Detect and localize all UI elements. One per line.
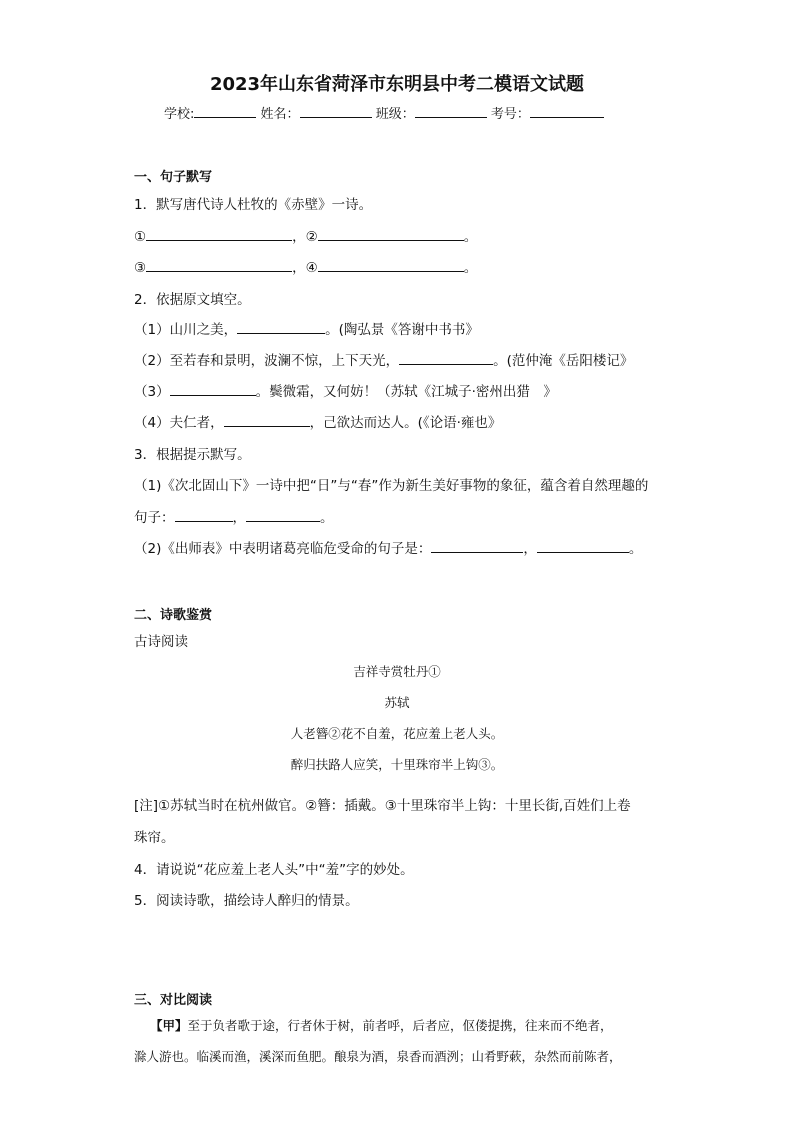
- q2-text: ，己欲达而达人。(《论语·雍也》: [309, 415, 502, 431]
- q3-item-1-line-2: [134, 506, 334, 526]
- punct: ，: [523, 541, 537, 557]
- poem-title: 吉祥寺赏牡丹①: [353, 664, 441, 679]
- q2-text: 。(范仲淹《岳阳楼记》: [493, 353, 634, 369]
- answer-blank-2[interactable]: [318, 228, 464, 241]
- poem-author: 苏轼: [384, 695, 410, 710]
- question-4: 4．请说说“花应羞上老人头”中“羞”字的妙处。: [134, 862, 414, 878]
- name-label: 姓名：: [260, 107, 300, 122]
- q1-row-2: [134, 256, 477, 276]
- poem-note-line-1: [注]①苏轼当时在杭州做官。②簪：插戴。③十里珠帘半上钩：十里长街,百姓们上卷: [134, 798, 631, 814]
- question-3: 3．根据提示默写。: [134, 447, 251, 463]
- question-5: 5．阅读诗歌，描绘诗人醉归的情景。: [134, 893, 359, 909]
- q2-item-3: [134, 380, 557, 400]
- punct: ，: [232, 510, 246, 526]
- section-heading-2: 二、诗歌鉴赏: [134, 608, 213, 623]
- q2-text: （2）至若春和景明，波澜不惊，上下天光，: [134, 353, 400, 369]
- punct: 。: [628, 541, 643, 557]
- q3-item-1-line-1: （1)《次北固山下》一诗中把“日”与“春”作为新生美好事物的象征，蕴含着自然理趣的: [134, 478, 649, 494]
- passage-tag: 【甲】: [150, 1018, 188, 1033]
- q2-text: （1）山川之美，: [134, 322, 238, 338]
- section-heading-3: 三、对比阅读: [134, 993, 213, 1008]
- class-label: 班级：: [375, 107, 415, 122]
- school-field[interactable]: [194, 105, 256, 118]
- student-info: [164, 103, 604, 122]
- number-label: 考号：: [490, 107, 530, 122]
- class-field[interactable]: [415, 105, 487, 118]
- punct: 。: [463, 229, 478, 245]
- q2-text: 。(陶弘景《答谢中书书》: [325, 322, 479, 338]
- answer-blank[interactable]: [246, 509, 320, 522]
- marker-1: ①: [134, 229, 147, 245]
- passage-line-1: [150, 1016, 613, 1034]
- answer-blank-3[interactable]: [146, 259, 292, 272]
- q2-item-1: [134, 318, 479, 338]
- poem-line-2: 醉归扶路人应笑，十里珠帘半上钩③。: [290, 757, 504, 772]
- answer-blank[interactable]: [224, 414, 310, 427]
- page-title: 2023年山东省菏泽市东明县中考二模语文试题: [209, 74, 585, 95]
- q3-text: 句子：: [134, 510, 175, 526]
- answer-blank[interactable]: [237, 321, 325, 334]
- punct: ，: [292, 260, 306, 276]
- name-field[interactable]: [300, 105, 372, 118]
- marker-4: ④: [305, 260, 318, 276]
- reading-label: 古诗阅读: [134, 634, 188, 650]
- answer-blank-4[interactable]: [318, 259, 464, 272]
- answer-blank[interactable]: [537, 540, 629, 553]
- punct: ，: [292, 229, 306, 245]
- school-label: 学校:: [164, 107, 195, 122]
- poem-note-line-2: 珠帘。: [134, 830, 175, 846]
- question-2: 2．依据原文填空。: [134, 292, 251, 308]
- passage-line-2: 滁人游也。临溪而渔，溪深而鱼肥。酿泉为酒，泉香而酒洌；山肴野蔌，杂然而前陈者，: [134, 1049, 622, 1064]
- q3-item-2: [134, 537, 642, 557]
- poem-line-1: 人老簪②花不自羞，花应羞上老人头。: [290, 726, 504, 741]
- q2-item-4: [134, 411, 501, 431]
- answer-blank[interactable]: [399, 352, 493, 365]
- answer-blank[interactable]: [170, 383, 256, 396]
- answer-blank[interactable]: [431, 540, 523, 553]
- answer-blank[interactable]: [175, 509, 233, 522]
- number-field[interactable]: [530, 105, 604, 118]
- q2-text: 。鬓微霜，又何妨！（苏轼《江城子·密州出猎 》: [255, 384, 557, 400]
- section-heading-1: 一、句子默写: [134, 170, 213, 185]
- marker-2: ②: [305, 229, 318, 245]
- q3-text: （2)《出师表》中表明诸葛亮临危受命的句子是：: [134, 541, 432, 557]
- q2-text: （4）夫仁者，: [134, 415, 224, 431]
- q2-text: （3）: [134, 384, 170, 400]
- q2-item-2: [134, 349, 633, 369]
- passage-text: 至于负者歌于途，行者休于树，前者呼，后者应，伛偻提携，往来而不绝者，: [187, 1018, 613, 1033]
- q1-row-1: [134, 225, 477, 245]
- marker-3: ③: [134, 260, 147, 276]
- punct: 。: [463, 260, 478, 276]
- answer-blank-1[interactable]: [146, 228, 292, 241]
- punct: 。: [320, 510, 334, 526]
- question-1: 1．默写唐代诗人杜牧的《赤壁》一诗。: [134, 197, 373, 213]
